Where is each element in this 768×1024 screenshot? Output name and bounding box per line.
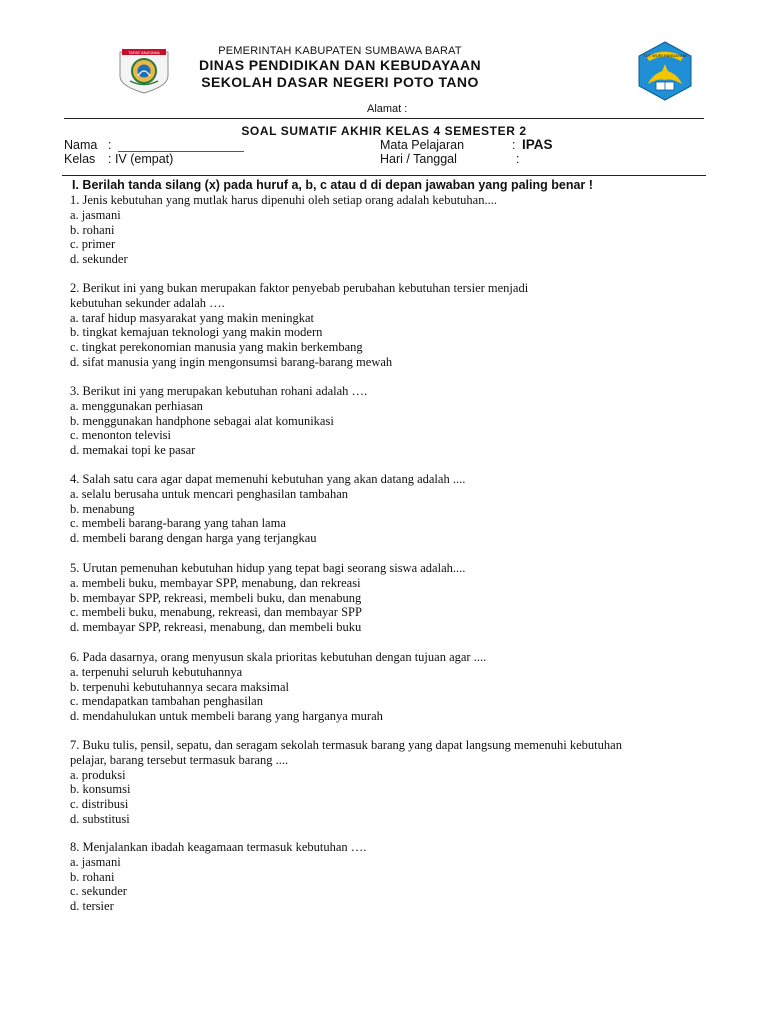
option-d[interactable]: d. mendahulukan untuk membeli barang yang harganya murah <box>70 709 383 724</box>
question-text: 7. Buku tulis, pensil, sepatu, dan seragam sekolah termasuk barang yang dapat langsung memenuhi kebutuhan <box>70 738 622 752</box>
option-d[interactable]: d. memakai topi ke pasar <box>70 443 196 458</box>
option-b[interactable]: b. menabung <box>70 501 135 516</box>
option-c[interactable]: c. mendapatkan tambahan penghasilan <box>70 694 263 709</box>
option-d[interactable]: d. tersier <box>70 899 114 914</box>
question-1 <box>70 193 497 267</box>
question-6 <box>70 650 486 724</box>
option-a[interactable]: a. selalu berusaha untuk mencari penghasilan tambahan <box>70 486 349 501</box>
question-text: 1. Jenis kebutuhan yang mutlak harus dipenuhi oleh setiap orang adalah kebutuhan.... <box>70 193 497 207</box>
option-c[interactable]: c. menonton televisi <box>70 428 172 443</box>
question-5 <box>70 561 465 635</box>
question-text: 5. Urutan pemenuhan kebutuhan hidup yang tepat bagi seorang siswa adalah.... <box>70 561 466 575</box>
crest-banner-text: TAPAT ANATAWA <box>128 49 160 55</box>
question-text: 8. Menjalankan ibadah keagamaan termasuk kebutuhan …. <box>70 840 367 854</box>
question-text-cont: kebutuhan sekunder adalah …. <box>70 295 225 310</box>
question-4 <box>70 472 465 546</box>
date-separator: : <box>516 152 520 166</box>
option-a[interactable]: a. produksi <box>70 767 126 782</box>
class-label: Kelas <box>64 152 96 166</box>
option-b[interactable]: b. membayar SPP, rekreasi, membeli buku, dan menabung <box>70 590 362 605</box>
option-a[interactable]: a. jasmani <box>70 207 121 222</box>
option-c[interactable]: c. membeli buku, menabung, rekreasi, dan membayar SPP <box>70 605 362 620</box>
regency-crest-logo <box>116 46 172 94</box>
option-b[interactable]: b. tingkat kemajuan teknologi yang makin modern <box>70 325 323 340</box>
info-divider <box>62 175 706 176</box>
question-text: 4. Salah satu cara agar dapat memenuhi kebutuhan yang akan datang adalah .... <box>70 472 466 486</box>
department-name: DINAS PENDIDIKAN DAN KEBUDAYAAN <box>198 57 482 73</box>
option-b[interactable]: b. terpenuhi kebutuhannya secara maksimal <box>70 679 290 694</box>
government-name: PEMERINTAH KABUPATEN SUMBAWA BARAT <box>218 45 462 57</box>
tut-wuri-handayani-logo <box>634 40 696 102</box>
name-label: Nama <box>64 138 98 152</box>
option-a[interactable]: a. membeli buku, membayar SPP, menabung, dan rekreasi <box>70 575 361 590</box>
option-d[interactable]: d. sekunder <box>70 252 128 267</box>
option-d[interactable]: d. membayar SPP, rekreasi, menabung, dan membeli buku <box>70 620 362 635</box>
name-separator: : <box>108 138 112 152</box>
school-name: SEKOLAH DASAR NEGERI POTO TANO <box>201 74 479 90</box>
class-value: : IV (empat) <box>108 152 174 166</box>
option-d[interactable]: d. substitusi <box>70 811 130 826</box>
option-a[interactable]: a. taraf hidup masyarakat yang makin meningkat <box>70 310 315 325</box>
question-text: 3. Berikut ini yang merupakan kebutuhan rohani adalah …. <box>70 384 368 398</box>
option-d[interactable]: d. sifat manusia yang ingin mengonsumsi barang-barang mewah <box>70 354 393 369</box>
option-c[interactable]: c. sekunder <box>70 884 127 899</box>
logo-motto-text: TUT WURI HANDAYANI <box>643 53 687 58</box>
subject-label: Mata Pelajaran <box>380 138 465 152</box>
option-b[interactable]: b. konsumsi <box>70 782 131 797</box>
option-a[interactable]: a. menggunakan perhiasan <box>70 398 203 413</box>
option-b[interactable]: b. rohani <box>70 869 115 884</box>
question-8 <box>70 840 366 914</box>
question-7 <box>70 738 622 827</box>
exam-title: SOAL SUMATIF AKHIR KELAS 4 SEMESTER 2 <box>241 124 527 138</box>
subject-separator: : <box>512 138 516 152</box>
option-a[interactable]: a. terpenuhi seluruh kebutuhannya <box>70 664 243 679</box>
option-b[interactable]: b. rohani <box>70 222 115 237</box>
option-d[interactable]: d. membeli barang dengan harga yang terjangkau <box>70 531 317 546</box>
question-text-cont: pelajar, barang tersebut termasuk barang .... <box>70 752 289 767</box>
question-3 <box>70 384 367 458</box>
option-c[interactable]: c. membeli barang-barang yang tahan lama <box>70 516 286 531</box>
address-label: Alamat : <box>367 103 408 115</box>
option-b[interactable]: b. menggunakan handphone sebagai alat komunikasi <box>70 413 334 428</box>
option-c[interactable]: c. primer <box>70 237 116 252</box>
question-2 <box>70 281 528 370</box>
address-divider <box>64 118 704 119</box>
question-text: 6. Pada dasarnya, orang menyusun skala prioritas kebutuhan dengan tujuan agar .... <box>70 650 487 664</box>
option-c[interactable]: c. tingkat perekonomian manusia yang makin berkembang <box>70 340 363 355</box>
instruction-text: I. Berilah tanda silang (x) pada huruf a, b, c atau d di depan jawaban yang paling benar ! <box>72 178 593 192</box>
option-c[interactable]: c. distribusi <box>70 797 129 812</box>
date-label: Hari / Tanggal <box>380 152 457 166</box>
subject-value: IPAS <box>522 137 553 152</box>
option-a[interactable]: a. jasmani <box>70 854 121 869</box>
question-text: 2. Berikut ini yang bukan merupakan faktor penyebab perubahan kebutuhan tersier menjadi <box>70 281 529 295</box>
